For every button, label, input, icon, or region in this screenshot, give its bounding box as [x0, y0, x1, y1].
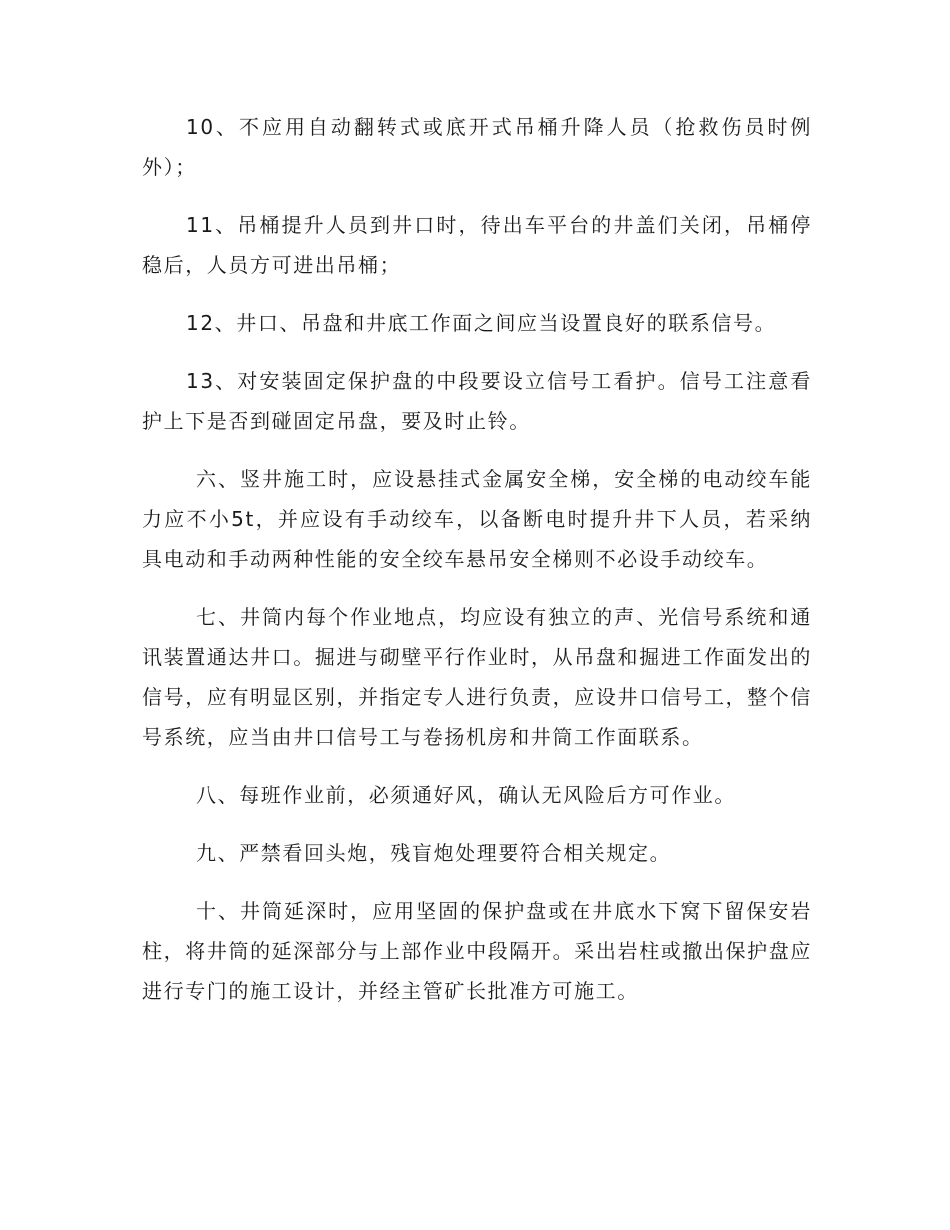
paragraph-section-6: 六、竖井施工时，应设悬挂式金属安全梯，安全梯的电动绞车能力应不小5t，并应设有手动绞车，以备断电时提升井下人员，若采纳具电动和手动两种性能的安全绞车悬吊安全梯则不必设手动绞车。 [142, 467, 812, 571]
paragraph-section-8: 八、每班作业前，必须通好风，确认无风险后方可作业。 [196, 783, 736, 807]
paragraph-item-13: 13、对安装固定保护盘的中段要设立信号工看护。信号工注意看护上下是否到碰固定吊盘，要及时止铃。 [142, 369, 812, 433]
paragraph-item-10: 10、不应用自动翻转式或底开式吊桶升降人员（抢救伤员时例外）； [142, 115, 812, 179]
paragraph-item-11: 11、吊桶提升人员到井口时，待出车平台的井盖们关闭，吊桶停稳后，人员方可进出吊桶； [142, 213, 812, 277]
paragraph-section-10: 十、井筒延深时，应用坚固的保护盘或在井底水下窝下留保安岩柱，将井筒的延深部分与上部作业中段隔开。采出岩柱或撤出保护盘应进行专门的施工设计，并经主管矿长批准方可施工。 [142, 899, 812, 1003]
paragraph-item-12: 12、井口、吊盘和井底工作面之间应当设置良好的联系信号。 [186, 311, 777, 335]
paragraph-section-7: 七、井筒内每个作业地点，均应设有独立的声、光信号系统和通讯装置通达井口。掘进与砌壁平行作业时，从吊盘和掘进工作面发出的信号，应有明显区别，并指定专人进行负责，应设井口信号工，整个信号系统，应当由井口信号工与卷扬机房和井筒工作面联系。 [142, 605, 812, 749]
document-body [142, 107, 812, 1011]
paragraph-section-9: 九、严禁看回头炮，残盲炮处理要符合相关规定。 [196, 841, 672, 865]
